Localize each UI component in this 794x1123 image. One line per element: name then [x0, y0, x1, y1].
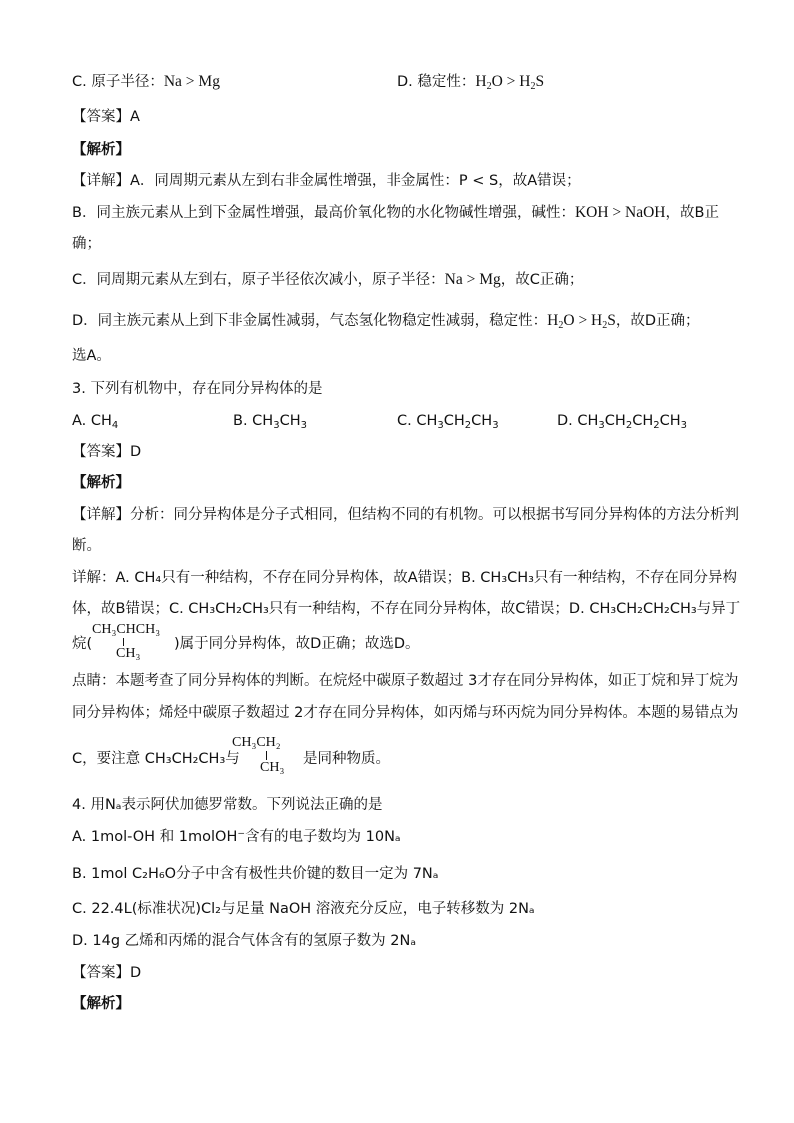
option-d-label: D. 稳定性：: [397, 74, 476, 90]
choose-a: 选A。: [72, 348, 111, 364]
propane-structure: [232, 735, 296, 777]
option-c-atomic-radius: [72, 72, 220, 92]
detail-q3-line5-prefix: 烷(: [72, 636, 93, 652]
option-d-expr: $H_2O > H_2S$: [475, 73, 545, 92]
detail-q2-d: [72, 311, 700, 331]
option-c-label: C. 原子半径：: [72, 74, 164, 90]
tip-line1: 点睛：本题考查了同分异构体的判断。在烷烃中碳原子数超过 3才存在同分异构体，如正丁烷和异丁烷为: [72, 673, 739, 689]
q4-option-c: C. 22.4L(标准状况)Cl₂与足量 NaOH 溶液充分反应，电子转移数为 2Nₐ: [72, 901, 535, 917]
detail-q2-b-expr: KOH > NaOH: [574, 204, 666, 221]
detail-q2-c-tail: ，故C正确；: [500, 272, 584, 288]
detail-q3-line2: 断。: [72, 538, 101, 554]
detail-q3-line4: 体，故B错误；C. CH₃CH₂CH₃只有一种结构，不存在同分异构体，故C错误；D. CH₃CH₂CH₂CH₃与异丁: [72, 601, 741, 617]
question-3: 3. 下列有机物中，存在同分异构体的是: [72, 381, 323, 397]
isobutane-main-chain: CH₃CHCH₃: [92, 622, 161, 637]
q3-option-b: B. $CH_3CH_3$: [233, 413, 307, 431]
q3-option-a-label: A. CH: [72, 413, 112, 429]
propane-main-chain: CH₃CH₂: [232, 735, 281, 750]
option-d-stability: [397, 72, 544, 92]
detail-q2-d-text: D．同主族元素从上到下非金属性减弱，气态氢化物稳定性减弱，稳定性：: [72, 313, 548, 329]
analysis-q2: 【解析】: [72, 142, 130, 158]
detail-q2-a: 【详解】A．同周期元素从左到右非金属性增强，非金属性：P < S，故A错误；: [72, 173, 581, 189]
q3-option-c-label: C. CH: [397, 413, 438, 429]
detail-q2-d-expr: $H_2O > H_2S$: [547, 312, 616, 331]
isobutane-structure: [92, 622, 172, 662]
answer-q3: 【答案】D: [72, 444, 142, 460]
q4-option-a: A. 1mol-OH 和 1molOH⁻含有的电子数均为 10Nₐ: [72, 829, 401, 845]
answer-q4: 【答案】D: [72, 965, 142, 981]
propane-bond: [266, 751, 267, 760]
answer-q2: 【答案】A: [72, 109, 140, 125]
isobutane-branch: CH₃: [116, 646, 141, 661]
tip-line2: 同分异构体；烯烃中碳原子数超过 2才存在同分异构体，如丙烯与环丙烷为同分异构体。本题的易错点为: [72, 705, 739, 721]
q3-option-d: D. $CH_3CH_2CH_2CH_3$: [557, 413, 688, 431]
detail-q2-b-text: B．同主族元素从上到下金属性增强，最高价氧化物的水化物碱性增强，碱性：: [72, 205, 575, 221]
detail-q3-line3: 详解：A. CH₄只有一种结构，不存在同分异构体，故A错误；B. CH₃CH₃只有一种结构，不存在同分异构: [72, 570, 737, 586]
detail-q2-b-cont: 确；: [72, 236, 101, 252]
tip-line3-prefix: C，要注意 CH₃CH₂CH₃与: [72, 751, 240, 767]
detail-q3-line5-suffix: )属于同分异构体，故D正确；故选D。: [174, 636, 420, 652]
detail-q2-c-expr: Na > Mg: [444, 271, 501, 288]
q3-option-d-label: D. CH: [557, 413, 599, 429]
q3-option-c: C. $CH_3CH_2CH_3$: [397, 413, 499, 431]
detail-q3-line1: 【详解】分析：同分异构体是分子式相同，但结构不同的有机物。可以根据书写同分异构体的方法分析判: [72, 507, 739, 523]
detail-q2-d-tail: ，故D正确；: [615, 313, 700, 329]
q3-option-b-label: B. CH: [233, 413, 274, 429]
analysis-q3: 【解析】: [72, 475, 130, 491]
detail-q2-b: [72, 203, 719, 223]
tip-line3-suffix: 是同种物质。: [303, 751, 390, 767]
q3-option-a: A. $CH_4$: [72, 413, 119, 431]
option-c-expr: Na > Mg: [163, 73, 220, 90]
question-4: 4. 用Nₐ表示阿伏加德罗常数。下列说法正确的是: [72, 797, 383, 813]
detail-q2-c: [72, 270, 583, 290]
q4-option-b: B. 1mol C₂H₆O分子中含有极性共价键的数目一定为 7Nₐ: [72, 866, 439, 882]
q4-option-d: D. 14g 乙烯和丙烯的混合气体含有的氢原子数为 2Nₐ: [72, 933, 417, 949]
propane-branch: CH₃: [260, 760, 285, 775]
isobutane-bond: [123, 638, 124, 646]
detail-q2-c-text: C．同周期元素从左到右，原子半径依次减小，原子半径：: [72, 272, 445, 288]
analysis-q4: 【解析】: [72, 996, 130, 1012]
detail-q2-b-tail: ，故B正: [665, 205, 719, 221]
